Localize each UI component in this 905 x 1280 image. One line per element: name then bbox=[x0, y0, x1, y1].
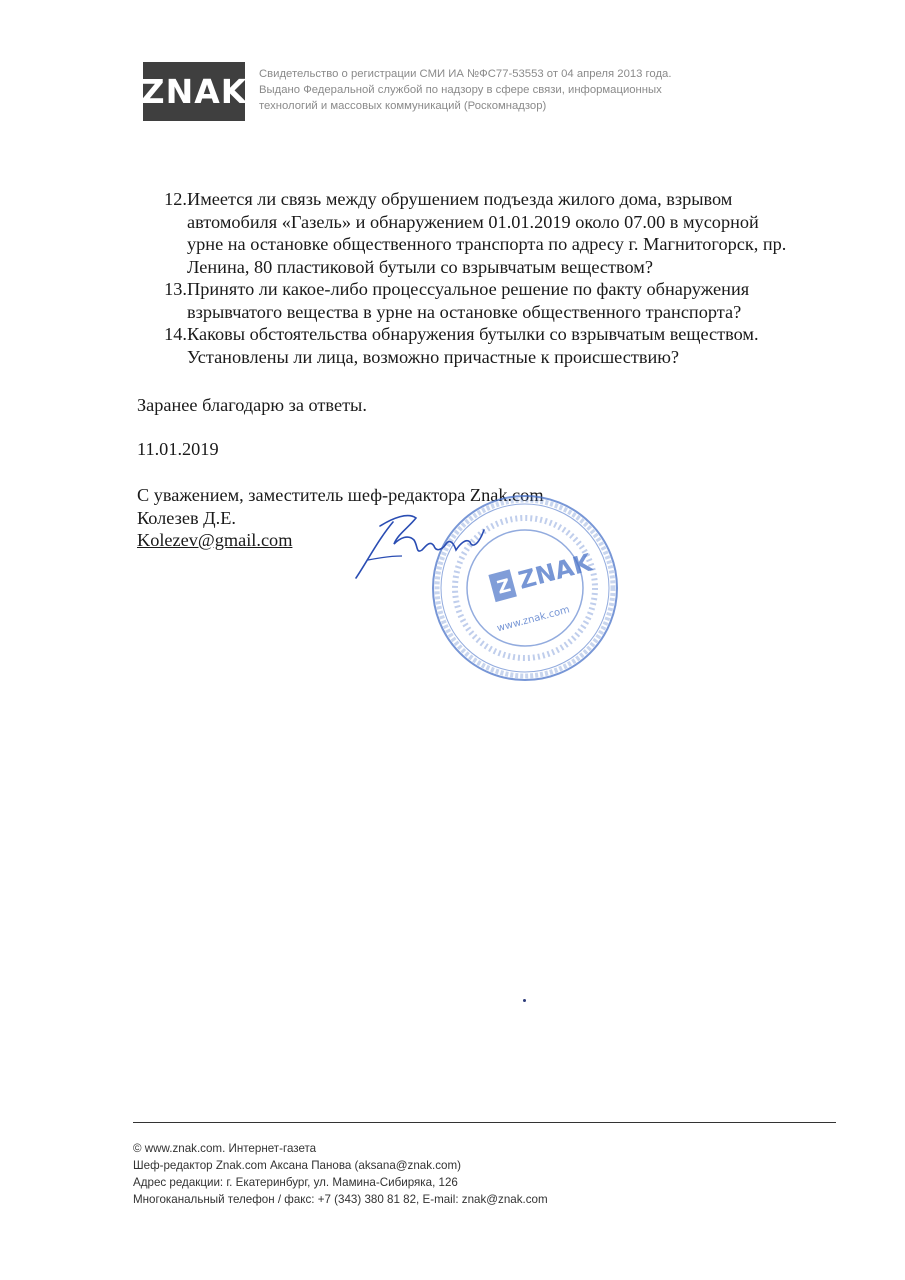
question-item bbox=[133, 188, 823, 278]
registration-line: технологий и массовых коммуникаций (Роскомнадзор) bbox=[259, 100, 547, 112]
question-number: 12. bbox=[164, 189, 187, 209]
sender-name: Колезев Д.Е. bbox=[137, 507, 236, 528]
stamp-site-text: www.znak.com bbox=[495, 604, 571, 635]
question-text bbox=[187, 188, 823, 278]
question-item bbox=[133, 323, 823, 368]
question-line: урне на остановке общественного транспорта по адресу г. Магнитогорск, пр. bbox=[187, 234, 787, 254]
footer-divider bbox=[133, 1122, 836, 1123]
question-line: Ленина, 80 пластиковой бутыли со взрывчатым веществом? bbox=[187, 256, 653, 277]
thanks-text: Заранее благодарю за ответы. bbox=[137, 395, 367, 415]
handwritten-signature bbox=[338, 500, 498, 590]
footer-line: © www.znak.com. Интернет-газета bbox=[133, 1142, 317, 1155]
ink-dot bbox=[523, 999, 526, 1002]
letter-date: 11.01.2019 bbox=[137, 439, 219, 459]
question-line: автомобиля «Газель» и обнаружением 01.01.2019 около 07.00 в мусорной bbox=[187, 211, 759, 232]
question-line: взрывчатого вещества в урне на остановке общественного транспорта? bbox=[187, 301, 742, 322]
footer bbox=[133, 1140, 548, 1208]
registration-line: Выдано Федеральной службой по надзору в сфере связи, информационных bbox=[259, 84, 662, 96]
question-item bbox=[133, 278, 823, 323]
question-number: 13. bbox=[164, 279, 187, 299]
question-line: Каковы обстоятельства обнаружения бутылки со взрывчатым веществом. bbox=[187, 324, 759, 344]
question-line: Установлены ли лица, возможно причастные к происшествию? bbox=[187, 346, 680, 367]
sender-title: С уважением, заместитель шеф-редактора Znak.com bbox=[137, 485, 544, 505]
questions-list bbox=[133, 188, 823, 368]
svg-text:Z: Z bbox=[494, 575, 514, 599]
sender-email-link[interactable]: Kolezev@gmail.com bbox=[137, 530, 293, 550]
registration-line: Свидетельство о регистрации СМИ ИА №ФС77-53553 от 04 апреля 2013 года. bbox=[259, 68, 672, 80]
question-text bbox=[187, 323, 823, 368]
footer-line: Шеф-редактор Znak.com Аксана Панова (aksana@znak.com) bbox=[133, 1159, 462, 1172]
stamp-center-text: ZNAK bbox=[515, 548, 595, 595]
question-line: Принято ли какое-либо процессуальное решение по факту обнаружения bbox=[187, 279, 750, 299]
question-line: Имеется ли связь между обрушением подъезда жилого дома, взрывом bbox=[187, 189, 733, 209]
znak-logo: ZNAK bbox=[143, 62, 245, 121]
footer-line: Адрес редакции: г. Екатеринбург, ул. Мамина-Сибиряка, 126 bbox=[133, 1176, 458, 1189]
question-text bbox=[187, 278, 823, 323]
registration-info bbox=[259, 66, 729, 114]
question-number: 14. bbox=[164, 324, 187, 344]
footer-line: Многоканальный телефон / факс: +7 (343) 380 81 82, E-mail: znak@znak.com bbox=[133, 1193, 548, 1206]
